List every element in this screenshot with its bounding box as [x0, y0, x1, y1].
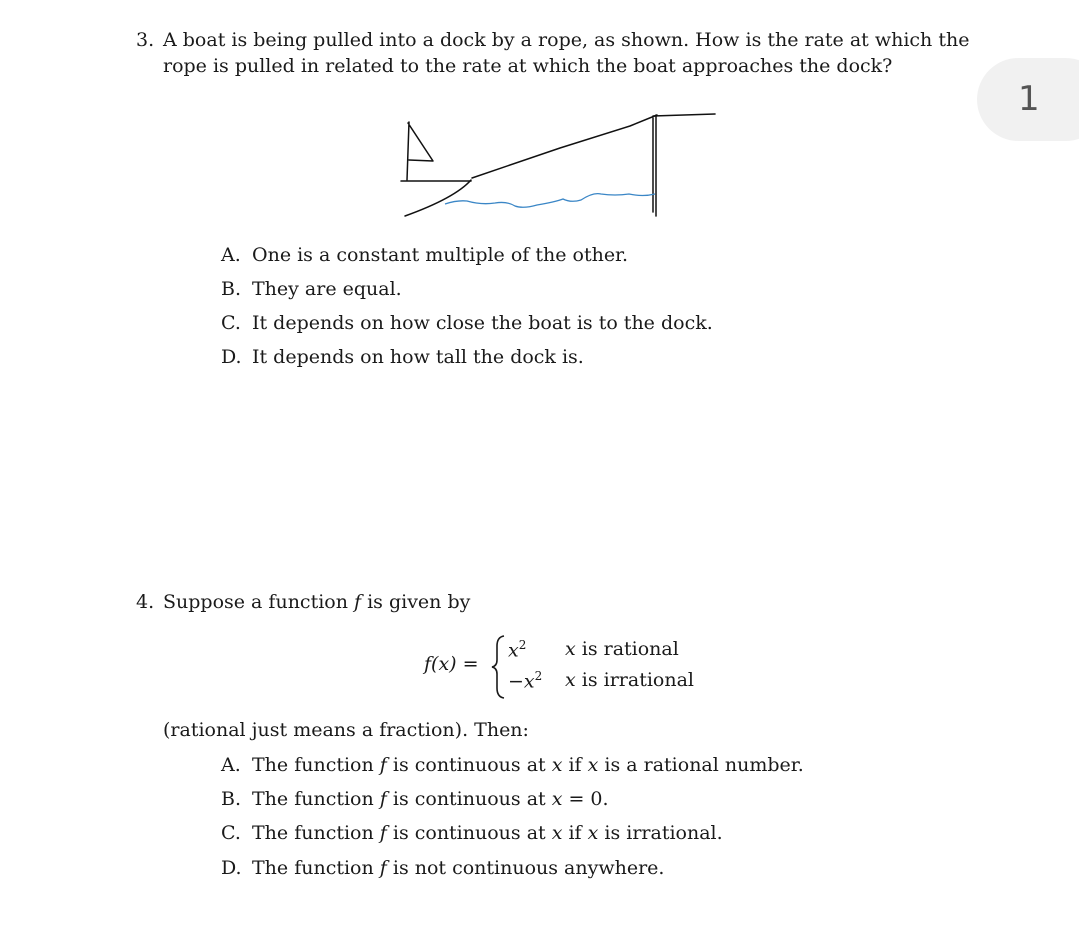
boat-sail [407, 122, 433, 180]
q4-option-d: D. The function f is not continuous anywhere. [221, 857, 665, 879]
q3-option-b-label: B. [221, 278, 242, 300]
q4-option-b: B. The function f is continuous at x = 0. [221, 788, 609, 810]
question-4-text [163, 589, 470, 615]
boat-hull [405, 180, 471, 216]
q3-option-a-label: A. [221, 244, 241, 266]
question-4-number: 4. [136, 591, 155, 613]
question-4-note: (rational just means a fraction). Then: [163, 719, 529, 741]
boat-dock-sketch [395, 108, 725, 223]
q3-option-c [221, 310, 713, 336]
function-symbol: f [354, 591, 362, 613]
q3-option-d [221, 344, 584, 370]
q3-option-a-text: One is a constant multiple of the other. [252, 244, 629, 266]
question-3-text-line1: A boat is being pulled into a dock by a rope, as shown. How is the rate at which the [163, 29, 970, 51]
case-1-condition: x is rational [565, 638, 679, 660]
dock-top [653, 114, 715, 116]
question-4-text-suffix: is given by [361, 591, 471, 613]
case-2-value: $-x^2$ [508, 669, 543, 693]
water-line [445, 194, 655, 208]
q3-option-d-text: It depends on how tall the dock is. [252, 346, 584, 368]
left-brace [491, 634, 507, 700]
q3-option-b [221, 276, 402, 302]
q4-option-a: A. The function f is continuous at x if x is a rational number. [221, 754, 804, 776]
q3-option-c-text: It depends on how close the boat is to the dock. [252, 312, 713, 334]
equation-lhs: f(x) = [424, 653, 479, 675]
q3-option-c-label: C. [221, 312, 241, 334]
dock-post [653, 115, 656, 216]
q3-option-a [221, 242, 628, 268]
question-3-text-line2: rope is pulled in related to the rate at which the boat approaches the dock? [163, 55, 893, 77]
q3-option-b-text: They are equal. [252, 278, 402, 300]
page-number-badge: 1 [977, 58, 1079, 141]
case-2-condition: x is irrational [565, 669, 694, 691]
question-4-text-prefix: Suppose a function [163, 591, 354, 613]
case-1-value: $x^2$ [508, 638, 527, 662]
q3-option-d-label: D. [221, 346, 242, 368]
q4-option-c: C. The function f is continuous at x if x is irrational. [221, 822, 723, 844]
question-3-number: 3. [136, 29, 155, 51]
rope-line [472, 115, 657, 178]
